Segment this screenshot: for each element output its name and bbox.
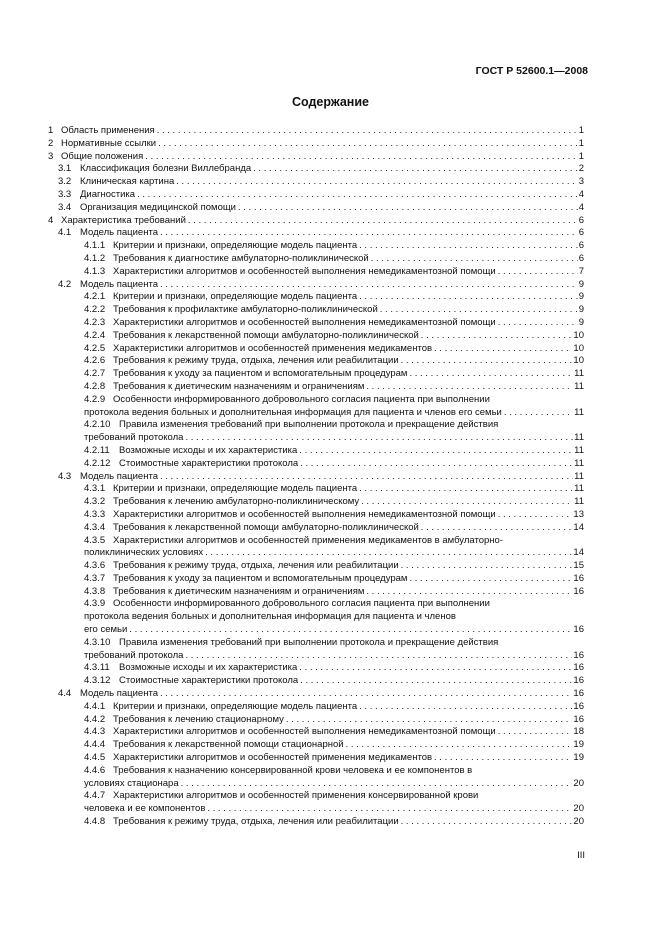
toc-text-line: Правила изменения требований при выполнении протокола и прекращение действия — [119, 636, 499, 648]
toc-number: 4.2.8 — [84, 380, 106, 392]
toc-entry[interactable] — [48, 662, 584, 675]
toc-entry[interactable] — [48, 816, 584, 829]
toc-leader-dots — [155, 125, 578, 138]
toc-entry[interactable] — [48, 125, 584, 138]
toc-leader-dots — [174, 176, 577, 189]
toc-leader-dots — [357, 701, 572, 714]
toc-leader-dots — [399, 355, 573, 368]
toc-leader-dots — [378, 304, 578, 317]
toc-page-number: 11 — [574, 380, 584, 392]
toc-page-number: 20 — [573, 803, 584, 815]
toc-title: Модель пациента — [80, 470, 158, 482]
toc-page-number: 11 — [574, 483, 584, 495]
toc-leader-dots — [158, 279, 578, 292]
toc-leader-dots — [432, 343, 572, 356]
toc-title: Характеристики алгоритмов и особенностей выполнения немедикаментозной помощи — [113, 265, 496, 277]
toc-number: 4.3 — [58, 470, 72, 482]
toc-text-line: Правила изменения требований при выполнении протокола и прекращение действия — [119, 419, 499, 431]
toc-number: 4.3.9 — [84, 598, 106, 610]
toc-page-number: 9 — [578, 316, 584, 328]
toc-title: Требования к диетическим назначениям и ограничениям — [113, 585, 365, 597]
toc-number: 4.4.7 — [84, 790, 106, 802]
toc-entry[interactable] — [48, 343, 584, 356]
toc-page-number: 15 — [573, 560, 584, 572]
toc-leader-dots — [399, 816, 573, 829]
toc-title: Критерии и признаки, определяющие модель пациента — [113, 240, 358, 252]
toc-number: 1 — [48, 125, 54, 136]
toc-title: Характеристики алгоритмов и особенностей выполнения немедикаментозной помощи — [113, 316, 496, 328]
table-of-contents — [48, 125, 584, 829]
toc-entry[interactable] — [48, 560, 584, 573]
toc-leader-dots — [419, 522, 573, 535]
toc-number: 4.2.10 — [84, 419, 111, 431]
toc-entry[interactable] — [48, 176, 584, 189]
toc-title: Стоимостные характеристики протокола — [119, 675, 299, 687]
toc-page-number: 1 — [578, 150, 584, 162]
toc-number: 4.4.1 — [84, 700, 106, 712]
toc-leader-dots — [359, 496, 573, 509]
toc-title: Характеристика требований — [61, 214, 186, 226]
toc-entry[interactable] — [48, 266, 584, 279]
toc-leader-dots — [399, 560, 573, 573]
toc-number: 4.2.7 — [84, 368, 106, 380]
toc-entry[interactable] — [48, 419, 584, 445]
toc-page-number: 6 — [578, 214, 584, 226]
toc-title: Область применения — [61, 125, 155, 136]
toc-number: 4.3.2 — [84, 496, 106, 508]
toc-leader-dots — [297, 445, 573, 458]
toc-text-line: Особенности информированного добровольного согласия пациента при выполнении — [113, 393, 490, 405]
toc-number: 4.4 — [58, 688, 72, 700]
toc-leader-dots — [251, 163, 578, 176]
toc-page-number: 1 — [578, 125, 584, 136]
toc-number: 3.1 — [58, 163, 72, 175]
toc-number: 4.4.5 — [84, 752, 106, 764]
toc-leader-dots — [284, 714, 573, 727]
toc-number: 4.2.9 — [84, 393, 106, 405]
toc-title: Требования к диагностике амбулаторно-поликлинической — [113, 252, 369, 264]
toc-entry[interactable] — [48, 304, 584, 317]
page-number: III — [577, 850, 585, 861]
toc-page-number: 9 — [578, 304, 584, 316]
toc-page-number: 16 — [573, 700, 584, 712]
toc-page-number: 11 — [574, 470, 584, 482]
toc-page-number: 11 — [574, 496, 584, 508]
toc-number: 4.3.12 — [84, 675, 111, 687]
toc-number: 4.2.11 — [84, 444, 110, 456]
toc-entry[interactable] — [48, 189, 584, 202]
toc-entry[interactable] — [48, 637, 584, 663]
toc-page-number: 11 — [574, 368, 584, 380]
toc-entry[interactable] — [48, 522, 584, 535]
toc-title: Требования к лекарственной помощи амбулаторно-поликлинической — [113, 521, 419, 533]
toc-leader-dots — [357, 483, 573, 496]
toc-entry[interactable] — [48, 368, 584, 381]
toc-leader-dots — [183, 432, 573, 445]
toc-entry[interactable] — [48, 138, 584, 151]
toc-leader-dots — [364, 586, 572, 599]
toc-number: 4.3.11 — [84, 662, 110, 674]
toc-title: Организация медицинской помощи — [80, 201, 236, 213]
toc-number: 4.1.2 — [84, 252, 106, 264]
toc-page-number: 3 — [578, 176, 584, 188]
toc-title: Требования к лекарственной помощи амбулаторно-поликлинической — [113, 329, 419, 341]
toc-entry[interactable] — [48, 739, 584, 752]
toc-entry[interactable] — [48, 253, 584, 266]
toc-leader-dots — [432, 752, 572, 765]
toc-leader-dots — [496, 317, 578, 330]
toc-entry[interactable] — [48, 535, 584, 561]
toc-entry[interactable] — [48, 394, 584, 420]
toc-title: Требования к режиму труда, отдыха, лечения или реабилитации — [113, 355, 399, 367]
toc-entry[interactable] — [48, 765, 584, 791]
toc-entry[interactable] — [48, 752, 584, 765]
toc-page-number: 14 — [573, 547, 584, 559]
toc-entry[interactable] — [48, 445, 584, 458]
toc-leader-dots — [298, 675, 572, 688]
toc-page-number: 18 — [573, 726, 584, 738]
toc-page-number: 14 — [573, 521, 584, 533]
toc-number: 4.4.6 — [84, 764, 106, 776]
toc-leader-dots — [127, 624, 572, 637]
toc-page-number: 16 — [573, 688, 584, 700]
toc-title: Возможные исходы и их характеристика — [119, 662, 298, 674]
toc-page-number: 20 — [573, 816, 584, 828]
toc-entry[interactable] — [48, 279, 584, 292]
toc-title: требований протокола — [84, 649, 184, 661]
toc-number: 4.4.3 — [84, 726, 106, 738]
toc-number: 4.2.4 — [84, 329, 106, 341]
toc-text-line: Характеристики алгоритмов и особенностей применения медикаментов в амбулаторно- — [113, 534, 503, 546]
toc-title: Требования к режиму труда, отдыха, лечения или реабилитации — [113, 560, 399, 572]
toc-leader-dots — [186, 215, 578, 228]
toc-leader-dots — [143, 151, 577, 164]
toc-leader-dots — [203, 547, 572, 560]
toc-leader-dots — [357, 240, 578, 253]
toc-page-number: 16 — [573, 585, 584, 597]
toc-leader-dots — [496, 509, 573, 522]
toc-leader-dots — [298, 458, 573, 471]
toc-number: 3 — [48, 150, 54, 162]
toc-title: Характеристики алгоритмов и особенностей выполнения немедикаментозной помощи — [113, 508, 496, 520]
toc-page-number: 2 — [578, 163, 584, 175]
toc-entry[interactable] — [48, 291, 584, 304]
toc-number: 4.3.3 — [84, 508, 106, 520]
toc-number: 4.2.1 — [84, 291, 106, 303]
toc-title: Характеристики алгоритмов и особенностей применения медикаментов — [113, 342, 433, 354]
toc-page-number: 4 — [578, 188, 584, 200]
toc-title: Стоимостные характеристики протокола — [119, 457, 299, 469]
toc-entry[interactable] — [48, 355, 584, 368]
toc-entry[interactable] — [48, 790, 584, 816]
toc-number: 4.3.7 — [84, 572, 106, 584]
toc-page-number: 6 — [578, 227, 584, 239]
toc-page-number: 10 — [573, 355, 584, 367]
toc-title: Требования к лечению стационарному — [113, 713, 284, 725]
toc-entry[interactable] — [48, 202, 584, 215]
toc-leader-dots — [297, 662, 572, 675]
toc-title: Модель пациента — [80, 278, 158, 290]
toc-number: 4.1.1 — [84, 240, 106, 252]
toc-title: Нормативные ссылки — [61, 137, 157, 149]
toc-entry[interactable] — [48, 714, 584, 727]
toc-entry[interactable] — [48, 496, 584, 509]
toc-page-number: 11 — [574, 444, 584, 456]
toc-number: 4.3.10 — [84, 636, 111, 648]
toc-title: Клиническая картина — [80, 176, 175, 188]
toc-entry[interactable] — [48, 573, 584, 586]
toc-page-number: 16 — [573, 713, 584, 725]
toc-title: Требования к уходу за пациентом и вспомогательным процедурам — [113, 368, 408, 380]
toc-title: Требования к уходу за пациентом и вспомогательным процедурам — [113, 572, 408, 584]
toc-entry[interactable] — [48, 586, 584, 599]
toc-number: 4.4.4 — [84, 739, 106, 751]
toc-leader-dots — [158, 227, 578, 240]
toc-page-number: 19 — [573, 739, 584, 751]
toc-title: Требования к режиму труда, отдыха, лечения или реабилитации — [113, 816, 399, 828]
toc-title: Характеристики алгоритмов и особенностей выполнения немедикаментозной помощи — [113, 726, 496, 738]
toc-title: поликлинических условиях — [84, 547, 204, 559]
toc-page-number: 11 — [574, 432, 584, 444]
toc-number: 2 — [48, 137, 54, 149]
toc-number: 4.2.12 — [84, 457, 111, 469]
toc-number: 4.1 — [58, 227, 72, 239]
toc-page-number: 16 — [573, 675, 584, 687]
toc-page-number: 9 — [578, 291, 584, 303]
toc-title: протокола ведения больных и дополнительная информация для пациента и членов его семьи — [84, 406, 502, 418]
toc-title: человека и ее компонентов — [84, 803, 206, 815]
toc-page-number: 6 — [578, 240, 584, 252]
toc-number: 3.4 — [58, 201, 72, 213]
toc-title: Модель пациента — [80, 688, 158, 700]
toc-number: 4.2.5 — [84, 342, 106, 354]
toc-leader-dots — [369, 253, 578, 266]
toc-title: его семьи — [84, 624, 128, 636]
toc-entry[interactable] — [48, 330, 584, 343]
toc-leader-dots — [183, 650, 572, 663]
toc-entry[interactable] — [48, 317, 584, 330]
toc-page-number: 6 — [578, 252, 584, 264]
toc-page-number: 10 — [573, 342, 584, 354]
toc-page-number: 9 — [578, 278, 584, 290]
toc-leader-dots — [179, 778, 573, 791]
toc-page-number: 20 — [573, 777, 584, 789]
toc-entry[interactable] — [48, 381, 584, 394]
toc-entry[interactable] — [48, 458, 584, 471]
toc-leader-dots — [156, 138, 578, 151]
toc-title: Характеристики алгоритмов и особенностей применения медикаментов — [113, 752, 433, 764]
toc-leader-dots — [357, 291, 578, 304]
document-header: ГОСТ Р 52600.1—2008 — [475, 65, 588, 77]
toc-title: условиях стационара — [84, 777, 179, 789]
toc-entry[interactable] — [48, 163, 584, 176]
toc-entry[interactable] — [48, 483, 584, 496]
toc-text-line: протокола ведения больных и дополнительная информация для пациента и членов — [84, 611, 456, 623]
toc-number: 3.2 — [58, 176, 72, 188]
toc-title: Требования к профилактике амбулаторно-поликлинической — [113, 304, 378, 316]
toc-page-number: 7 — [578, 265, 584, 277]
toc-number: 4.4.2 — [84, 713, 106, 725]
toc-number: 4.1.3 — [84, 265, 106, 277]
toc-page-number: 16 — [573, 649, 584, 661]
toc-entry[interactable] — [48, 726, 584, 739]
toc-number: 4.2.6 — [84, 355, 106, 367]
toc-number: 4.4.8 — [84, 816, 106, 828]
toc-entry[interactable] — [48, 598, 584, 636]
toc-title: Модель пациента — [80, 227, 158, 239]
toc-leader-dots — [496, 726, 573, 739]
toc-title: требований протокола — [84, 432, 184, 444]
toc-page-number: 10 — [573, 329, 584, 341]
toc-leader-dots — [364, 381, 573, 394]
toc-entry[interactable] — [48, 151, 584, 164]
toc-leader-dots — [158, 688, 572, 701]
toc-page-number: 11 — [574, 406, 584, 418]
toc-title: Требования к лекарственной помощи стационарной — [113, 739, 344, 751]
toc-title: Критерии и признаки, определяющие модель пациента — [113, 483, 358, 495]
toc-number: 4.3.1 — [84, 483, 106, 495]
toc-number: 4.2.2 — [84, 304, 106, 316]
toc-number: 4 — [48, 214, 54, 226]
toc-page-number: 19 — [573, 752, 584, 764]
toc-entry[interactable] — [48, 688, 584, 701]
toc-leader-dots — [236, 202, 578, 215]
toc-title: Критерии и признаки, определяющие модель пациента — [113, 291, 358, 303]
toc-title: Общие положения — [61, 150, 144, 162]
toc-number: 3.3 — [58, 188, 72, 200]
toc-text-line: Особенности информированного добровольного согласия пациента при выполнении — [113, 598, 490, 610]
toc-leader-dots — [419, 330, 573, 343]
toc-entry[interactable] — [48, 240, 584, 253]
toc-number: 4.2 — [58, 278, 72, 290]
toc-page-number: 16 — [573, 624, 584, 636]
toc-entry[interactable] — [48, 215, 584, 228]
toc-page-number: 11 — [574, 457, 584, 469]
toc-title: Требования к лечению амбулаторно-поликлиническому — [113, 496, 360, 508]
toc-number: 4.3.8 — [84, 585, 106, 597]
toc-text-line: Характеристики алгоритмов и особенностей применения консервированной крови — [113, 790, 479, 802]
toc-leader-dots — [407, 573, 572, 586]
toc-title: Классификация болезни Виллебранда — [80, 163, 252, 175]
toc-entry[interactable] — [48, 471, 584, 484]
toc-entry[interactable] — [48, 509, 584, 522]
toc-page-number: 13 — [573, 508, 584, 520]
toc-number: 4.3.5 — [84, 534, 106, 546]
toc-page-number: 1 — [578, 137, 584, 149]
page-title: Содержание — [291, 95, 369, 109]
toc-entry[interactable] — [48, 701, 584, 714]
toc-entry[interactable] — [48, 675, 584, 688]
toc-number: 4.3.4 — [84, 521, 106, 533]
toc-leader-dots — [135, 189, 578, 202]
toc-leader-dots — [496, 266, 578, 279]
toc-title: Требования к диетическим назначениям и ограничениям — [113, 380, 365, 392]
toc-title: Критерии и признаки, определяющие модель пациента — [113, 700, 358, 712]
toc-entry[interactable] — [48, 227, 584, 240]
toc-title: Возможные исходы и их характеристика — [119, 444, 298, 456]
toc-number: 4.2.3 — [84, 316, 106, 328]
toc-page-number: 16 — [573, 662, 584, 674]
toc-leader-dots — [205, 803, 572, 816]
toc-leader-dots — [407, 368, 573, 381]
toc-leader-dots — [158, 471, 573, 484]
toc-leader-dots — [502, 407, 573, 420]
toc-text-line: Требования к назначению консервированной крови человека и ее компонентов в — [113, 764, 473, 776]
toc-page-number: 16 — [573, 572, 584, 584]
toc-leader-dots — [344, 739, 573, 752]
toc-title: Диагностика — [80, 188, 136, 200]
toc-number: 4.3.6 — [84, 560, 106, 572]
toc-page-number: 4 — [578, 201, 584, 213]
